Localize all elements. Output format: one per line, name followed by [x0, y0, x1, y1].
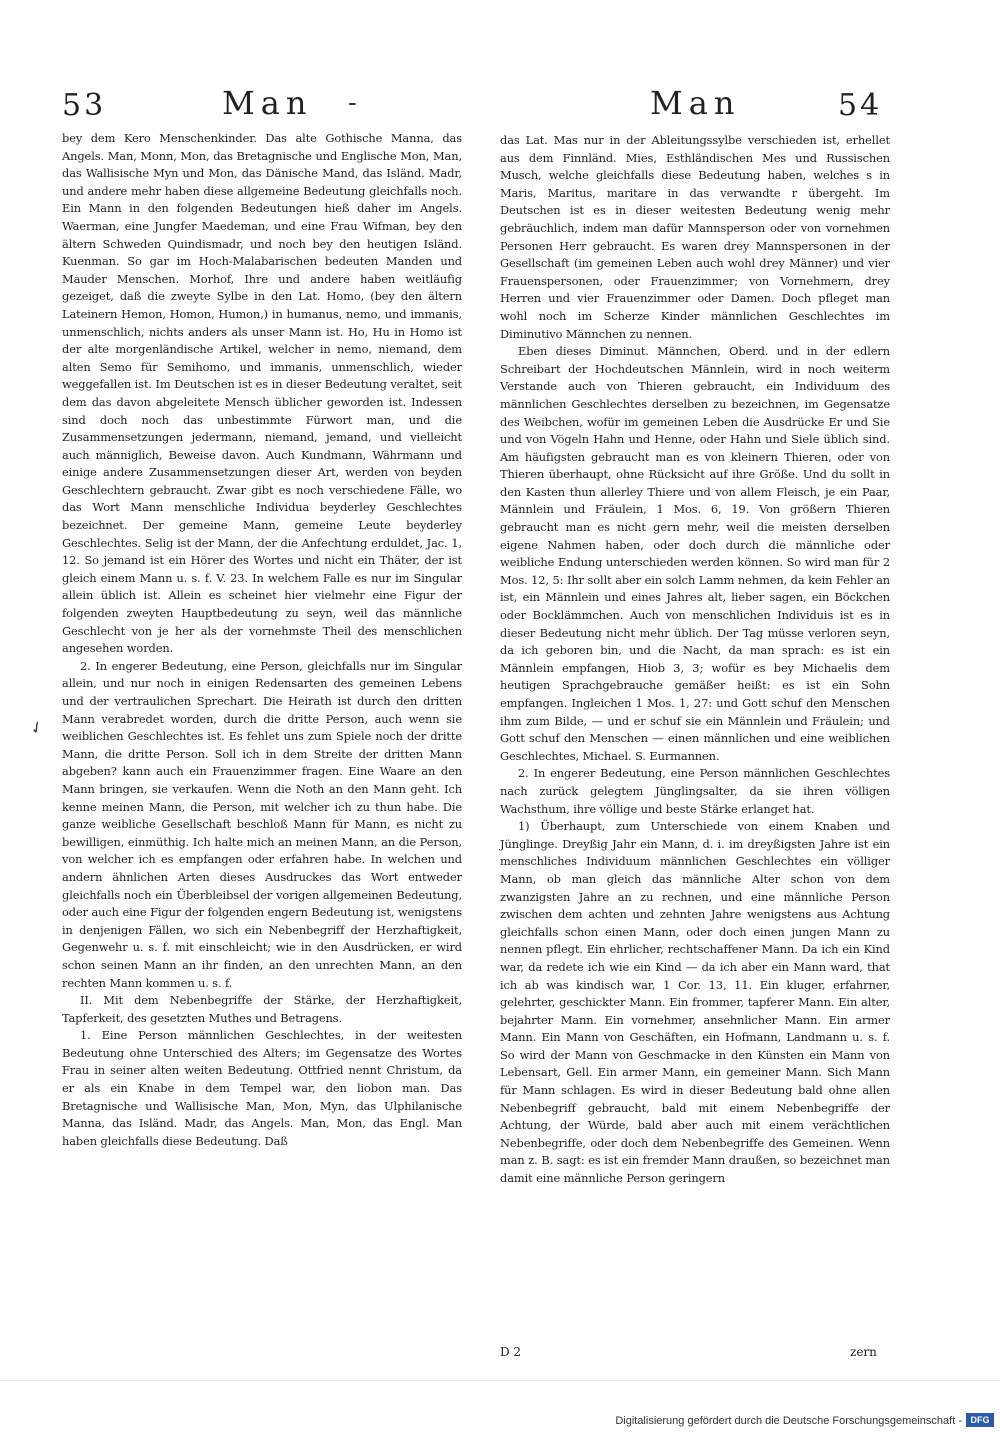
right-paragraph-3: 2. In engerer Bedeutung, eine Person männlichen Geschlechtes nach zurück gelegtem Jünglingsalter, da sie ihren völligen Wachsthum, ihre völlige und beste Stärke erlanget hat. — [500, 766, 890, 816]
left-text-column — [62, 130, 462, 1150]
right-page-number: 54 — [838, 88, 883, 123]
running-head-separator: - — [348, 88, 357, 118]
left-running-head: Man — [222, 84, 313, 122]
dfg-logo: DFG — [966, 1413, 994, 1427]
scan-edge-line — [0, 1380, 1000, 1381]
signature-mark: D 2 — [500, 1345, 522, 1359]
left-paragraph-2: 2. In engerer Bedeutung, eine Person, gleichfalls nur im Singular allein, und nur noch in einigen Redensarten des gemeinen Lebens und der vertraulichen Sprechart. Die Heirath ist durch den dritten Mann verabredet worden, durch die dritte Person, auch wenn sie weiblichen Geschlechtes ist. Es fehlet uns zum Spiele noch der dritte Mann, die dritte Person. Soll ich in dem Streite der dritten Mann abgeben? kann auch ein Frauenzimmer fragen. Eine Waare an den Mann bringen, sie verkaufen. Wenn die Noth an den Mann geht. Ich kenne meinen Mann, die Person, mit welcher ich zu thun habe. Die ganze weibliche Gesellschaft beschloß Mann für Mann, es nicht zu bewilligen, einmüthig. Ich halte mich an meinen Mann, an die Person, von welcher ich es empfangen oder erfahren habe. In welchen und andern ähnlichen Arten dieses Ausdruckes das Wort entweder gleichfalls noch ein Überbleibsel der vorigen allgemeinen Bedeutung, oder auch eine Figur der folgenden engern Bedeutung ist, wenigstens in denjenigen Fällen, wo sich ein Nebenbegriff der Herzhaftigkeit, Gegenwehr u. s. f. mit einschleicht; wie in den Ausdrücken, er wird schon seinen Mann an ihr finden, an den unrechten Mann, an den rechten Mann kommen u. s. f. — [62, 658, 462, 990]
right-text-column — [500, 132, 890, 1188]
catchword: zern — [850, 1345, 877, 1359]
margin-check-mark: ✓ — [26, 715, 48, 740]
left-paragraph-4: 1. Eine Person männlichen Geschlechtes, in der weitesten Bedeutung ohne Unterschied des Alters; im Gegensatze des Wortes Frau in seiner alten weiten Bedeutung. Ottfried nennt Christum, da er als ein Knabe in dem Tempel war, den liobon man. Das Bretagnische und Wallisische Man, Mon, Myn, das Ulphilanische Manna, das Isländ. Madr, das Angels. Man, Mon, das Engl. Man haben gleichfalls diese Bedeutung. Daß — [62, 1028, 462, 1148]
right-paragraph-2: Eben dieses Diminut. Männchen, Oberd. und in der edlern Schreibart der Hochdeutschen Männlein, wird in noch weiterm Verstande auch von Thieren gebraucht, ein Individuum des männlichen Geschlechtes derselben zu bezeichnen, im Gegensatze des Weibchen, wofür im gemeinen Leben die Ausdrücke Er und Sie und von Vögeln Hahn und Henne, oder Hahn und Siele üblich sind. Am häufigsten gebraucht man es von kleinern Thieren, oder von Thieren überhaupt, ohne Rücksicht auf ihre Größe. Und du sollt in den Kasten thun allerley Thiere und von allem Fleisch, je ein Paar, Männlein und Fräulein, 1 Mos. 6, 19. Von größern Thieren gebraucht man es nicht gern mehr, weil die meisten derselben eigene Nahmen haben, oder doch durch die männliche oder weibliche Endung unterschieden werden können. So wird man für 2 Mos. 12, 5: Ihr sollt aber ein solch Lamm nehmen, da kein Fehler an ist, ein Männlein und eines Jahres alt, lieber sagen, ein Böckchen oder Bocklämmchen. Auch von menschlichen Individuis ist es in dieser Bedeutung nicht mehr üblich. Der Tag müsse verloren seyn, da ich geboren bin, und die Nacht, da man sprach: es ist ein Männlein empfangen, Hiob 3, 3; wofür es bey Michaelis dem heutigen Sprachgebrauche gemäßer heißt: es ist ein Sohn empfangen. Ingleichen 1 Mos. 1, 27: und Gott schuf den Menschen ihm zum Bilde, — und er schuf sie ein Männlein und Fräulein; und Gott schuf den Menschen — einen männlichen und eine weiblichen Geschlechtes, Michael. S. Eurmannen. — [500, 344, 890, 763]
right-paragraph-4: 1) Überhaupt, zum Unterschiede von einem Knaben und Jünglinge. Dreyßig Jahr ein Mann, d. i. im dreyßigsten Jahre ist ein menschliches Individuum männlichen Geschlechtes ein völliger Mann, ob man gleich das männliche Alter schon von dem zwanzigsten Jahre an zu rechnen, und eine männliche Person zwischen dem achten und zehnten Jahre wenigstens aus Achtung gleichfalls schon einen Mann, oder doch einen jungen Mann zu nennen pflegt. Ein ehrlicher, rechtschaffener Mann. Da ich ein Kind war, da redete ich wie ein Kind — da ich aber ein Mann ward, that ich ab was kindisch war, 1 Cor. 13, 11. Ein kluger, erfahrner, gelehrter, geschickter Mann. Ein frommer, tapferer Mann. Ein alter, bejahrter Mann. Ein vornehmer, ansehnlicher Mann. Ein armer Mann. Ein Mann von Geschäften, ein Hofmann, Landmann u. s. f. So wird der Mann von Geschmacke in den Künsten ein Mann von Lebensart, Gell. Ein armer Mann, ein gemeiner Mann. Sich Mann für Mann schlagen. Es wird in dieser Bedeutung bald ohne allen Nebenbegriff gebraucht, bald mit einem Nebenbegriffe der Achtung, der Würde, bald aber auch mit einem verächtlichen Nebenbegriffe, oder doch dem Nebenbegriffe des Gemeinen. Wenn man z. B. sagt: es ist ein fremder Mann draußen, so bezeichnet man damit eine männliche Person geringern — [500, 819, 890, 1186]
right-running-head: Man — [650, 84, 741, 122]
right-paragraph-1: das Lat. Mas nur in der Ableitungssylbe verschieden ist, erhellet aus dem Finnländ. Mies, Esthländischen Mes und Russischen Musch, welche gleichfalls diese Bedeutung haben, welches s in Maris, Maritus, maritare in das verwandte r übergeht. Im Deutschen ist es in dieser weitesten Bedeutung wenig mehr gebräuchlich, indem man dafür Mannsperson oder von vornehmen Personen Herr gebraucht. Es waren drey Mannspersonen in der Gesellschaft (im gemeinen Leben auch wohl drey Männer) und vier Frauenspersonen, oder Frauenzimmer; von Vornehmern, drey Herren und vier Frauenzimmer oder Damen. Doch pfleget man wohl noch im Scherze Kinder männlichen Geschlechtes im Diminutivo Männchen zu nennen. — [500, 133, 890, 341]
left-paragraph-3: II. Mit dem Nebenbegriffe der Stärke, der Herzhaftigkeit, Tapferkeit, des gesetzten Muthes und Betragens. — [62, 993, 462, 1025]
left-paragraph-1: bey dem Kero Menschenkinder. Das alte Gothische Manna, das Angels. Man, Monn, Mon, das Bretagnische und Englische Mon, Man, das Wallisische Myn und Mon, das Dänische Mand, das Isländ. Madr, und andere mehr haben diese allgemeine Bedeutung gleichfalls noch. Ein Mann in den folgenden Bedeutungen hieß daher im Angels. Waerman, eine Jungfer Maedeman, und eine Frau Wifman, bey den ältern Schweden Quindismadr, und noch bey den heutigen Isländ. Kuenman. So gar im Hoch-Malabarischen bedeuten Manden und Mauder Menschen. Morhof, Ihre und andere haben weitläufig gezeiget, daß die zweyte Sylbe in den Lat. Homo, (bey den ältern Lateinern Hemon, Homon, Humon,) in humanus, nemo, und immanis, unmenschlich, nichts anders als unser Mann ist. Ho, Hu in Homo ist der alte morgenländische Artikel, welcher in nemo, niemand, dem alten Semo für Semihomo, und immanis, unmenschlich, wieder weggefallen ist. Im Deutschen ist es in dieser Bedeutung veraltet, seit dem das davon abgeleitete Mensch üblicher geworden ist. Indessen sind doch noch das unbestimmte Fürwort man, und die Zusammensetzungen jedermann, niemand, jemand, und vielleicht auch männiglich, Beweise davon. Auch Kundmann, Währmann und einige andere Zusammensetzungen dieser Art, werden von beyden Geschlechtern gebraucht. Zwar gibt es noch verschiedene Fälle, wo das Wort Mann menschliche Individua beyderley Geschlechtes bezeichnet. Der gemeine Mann, gemeine Leute beyderley Geschlechtes. Selig ist der Mann, der die Anfechtung erduldet, Jac. 1, 12. So jemand ist ein Hörer des Wortes und nicht ein Thäter, der ist gleich einem Mann u. s. f. V. 23. In welchem Falle es nur im Singular allein üblich ist. Allein es scheinet hier vielmehr eine Figur der folgenden zweyten Hauptbedeutung zu seyn, weil das männliche Geschlecht von je her als der vornehmste Theil des menschlichen angesehen worden. — [62, 131, 462, 656]
digitization-credit: Digitalisierung gefördert durch die Deutsche Forschungsgemeinschaft - — [615, 1415, 962, 1427]
left-page-number: 53 — [62, 88, 107, 123]
